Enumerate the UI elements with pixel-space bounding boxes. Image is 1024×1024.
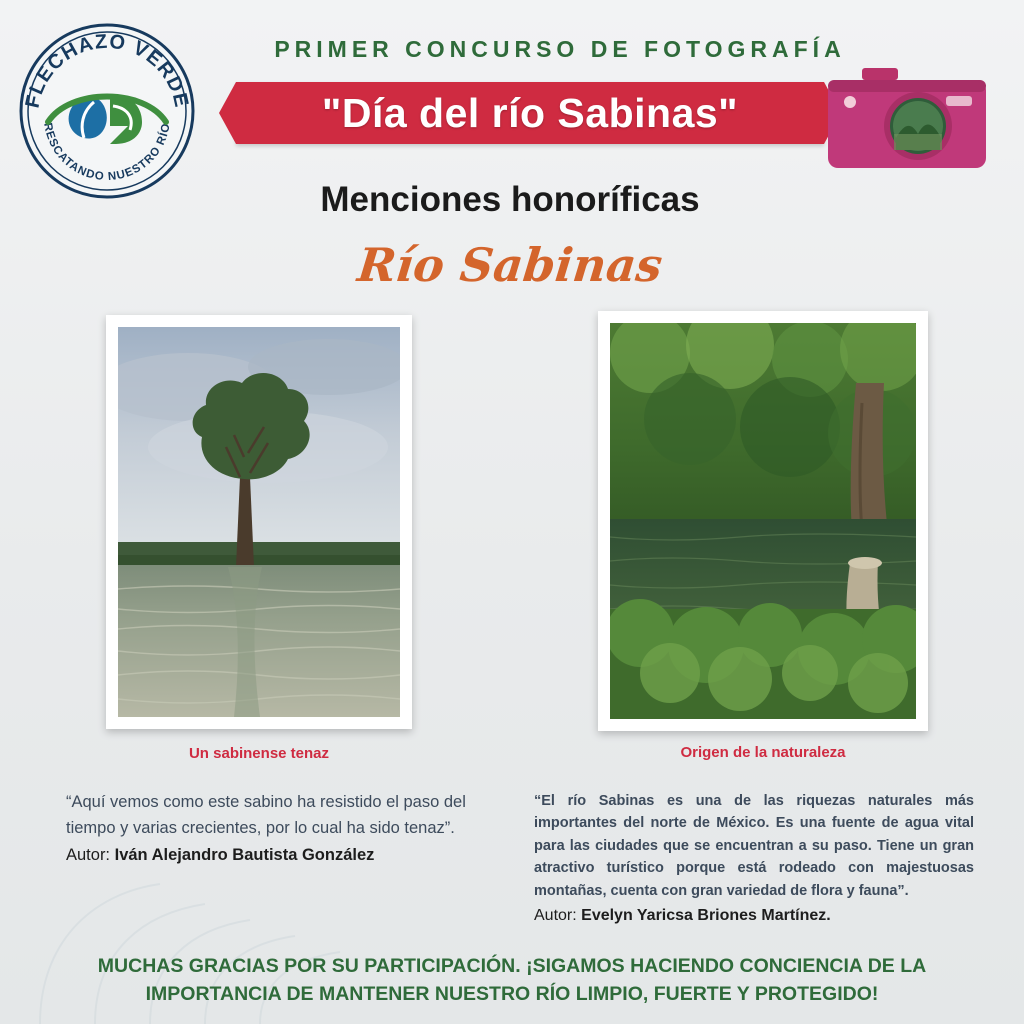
quote-block-right	[534, 790, 974, 929]
author-label-right: Autor:	[534, 907, 577, 925]
photo-caption-right: Origen de la naturaleza	[680, 744, 846, 761]
author-name-left: Iván Alejandro Bautista González	[114, 846, 375, 865]
logo-graphic	[18, 22, 196, 200]
logo-bottom-text: RESCATANDO NUESTRO RÍO	[41, 121, 173, 184]
page-title: "Día del río Sabinas"	[321, 89, 739, 136]
author-left	[66, 843, 486, 869]
author-name-right: Evelyn Yaricsa Briones Martínez.	[581, 907, 831, 925]
quote-text-left: “Aquí vemos como este sabino ha resistido el paso del tiempo y varias crecientes, por lo cual ha sido tenaz”.	[66, 793, 466, 837]
photo-card-left	[106, 315, 412, 729]
logo-top-text: FLECHAZO VERDE	[21, 30, 193, 111]
camera-icon	[826, 66, 990, 174]
author-right	[534, 904, 974, 929]
photo-card-right	[598, 311, 928, 731]
footer-line-1: MUCHAS GRACIAS POR SU PARTICIPACIÓN. ¡SIGAMOS HACIENDO CONCIENCIA DE LA	[97, 955, 927, 977]
photo-left	[118, 327, 400, 717]
quote-block-left	[66, 790, 486, 869]
footer-line-2: IMPORTANCIA DE MANTENER NUESTRO RÍO LIMPIO, FUERTE Y PROTEGIDO!	[145, 983, 879, 1006]
title-banner	[236, 82, 824, 144]
page-subtitle: Menciones honoríficas	[320, 180, 700, 219]
photo-caption-left: Un sabinense tenaz	[188, 745, 330, 762]
footer-message	[60, 952, 964, 1009]
photo-right	[610, 323, 916, 719]
logo	[18, 22, 196, 200]
river-name-title: Río Sabinas	[355, 238, 665, 292]
page-kicker: PRIMER CONCURSO DE FOTOGRAFÍA	[274, 36, 846, 62]
author-label-left: Autor:	[66, 846, 111, 865]
quote-text-right: “El río Sabinas es una de las riquezas naturales más importantes del norte de México. Es una fuente de agua vital para las ciudades que se encuentran a su paso. Tiene un gran atractivo turístico porque está rodeado con majestuosas montañas, cuenta con gran variedad de flora y fauna”.	[534, 793, 974, 899]
